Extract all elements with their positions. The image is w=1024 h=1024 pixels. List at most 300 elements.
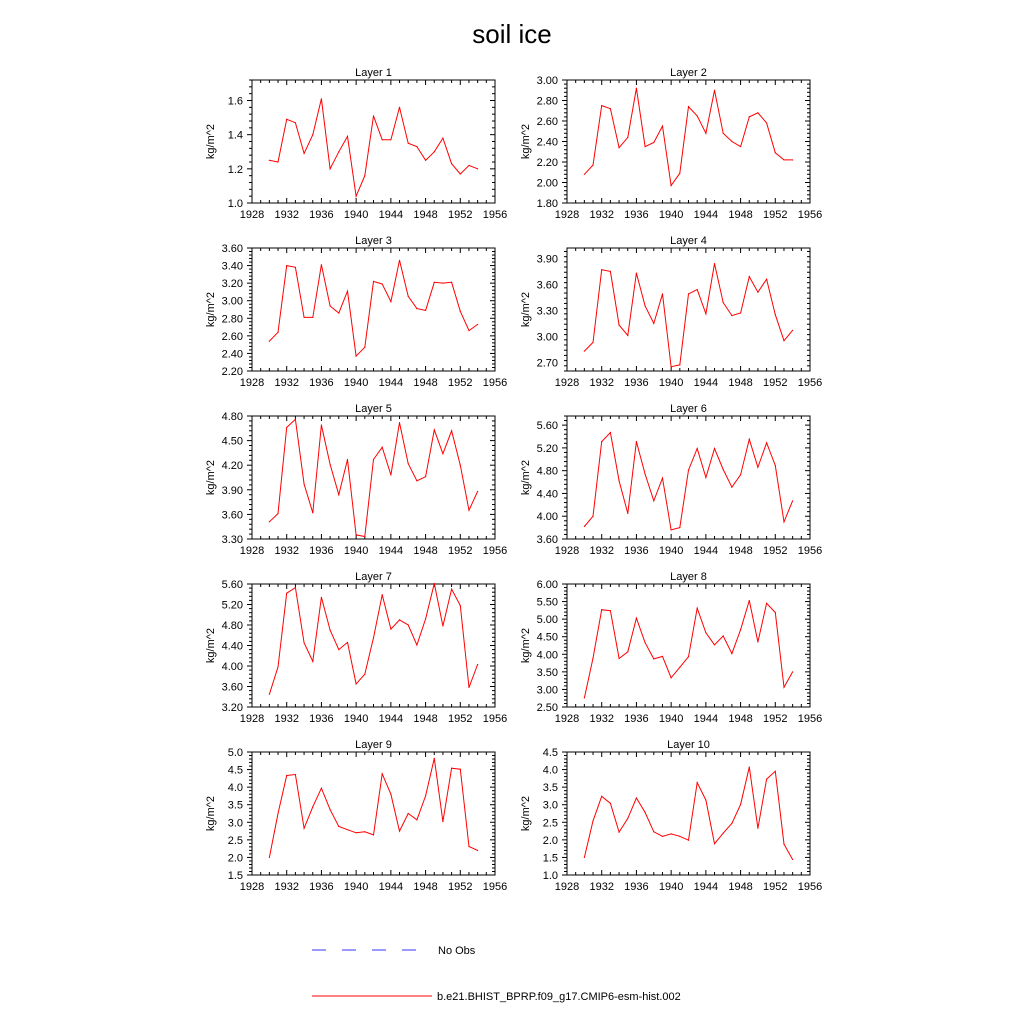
panel-title: Layer 2 [670,67,707,79]
data-point [269,341,270,342]
data-point [679,667,680,668]
y-tick-label: 3.30 [221,534,243,546]
data-point [653,658,654,659]
data-point [749,439,750,440]
data-point [399,619,400,620]
data-point [584,350,585,351]
x-tick-label: 1948 [728,713,753,725]
y-tick-label: 3.00 [536,684,558,697]
data-point [442,283,443,284]
data-point [653,142,654,143]
data-point [627,651,628,652]
data-point [295,419,296,420]
y-tick-label: 3.5 [542,782,558,795]
data-point [468,330,469,331]
y-tick-label: 4.0 [542,764,558,777]
y-tick-label: 3.90 [536,253,558,266]
data-point [468,687,469,688]
data-point [416,308,417,309]
x-tick-label: 1932 [274,377,299,389]
data-point [451,589,452,590]
y-tick-label: 5.00 [536,614,558,627]
y-axis-label: kg/m^2 [205,123,217,160]
data-point [775,612,776,613]
data-point [303,153,304,154]
data-point [766,603,767,604]
data-point [610,108,611,109]
x-tick-label: 1928 [239,545,265,557]
y-tick-label: 4.20 [221,460,243,473]
data-point [627,137,628,138]
panel-5 [205,403,507,557]
y-tick-label: 1.4 [227,129,243,142]
x-tick-label: 1948 [728,881,753,893]
data-point [584,697,585,698]
data-point [286,119,287,120]
series-line [584,767,792,859]
data-point [425,795,426,796]
x-tick-label: 1948 [413,713,438,725]
data-point [390,139,391,140]
data-point [783,687,784,688]
x-tick-label: 1928 [554,881,580,893]
x-tick-label: 1928 [554,377,580,389]
data-point [723,635,724,636]
data-point [356,196,357,197]
data-point [434,583,435,584]
panel-7 [205,571,507,725]
data-point [425,476,426,477]
data-point [425,310,426,311]
x-tick-label: 1932 [274,545,299,557]
y-tick-label: 2.60 [536,116,558,128]
y-tick-label: 4.40 [536,488,558,501]
data-point [399,422,400,423]
data-point [373,115,374,116]
data-point [627,335,628,336]
x-tick-label: 1956 [797,545,823,557]
data-point [662,656,663,657]
panel-10 [520,739,822,893]
panel-title: Layer 9 [355,739,392,751]
data-point [408,463,409,464]
data-point [671,366,672,367]
x-tick-label: 1936 [624,545,649,557]
x-tick-label: 1952 [448,377,473,389]
data-point [312,134,313,135]
y-tick-label: 2.80 [221,313,243,326]
data-point [645,642,646,643]
y-tick-label: 3.60 [221,681,243,694]
x-tick-label: 1948 [413,545,438,557]
x-tick-label: 1936 [309,545,334,557]
series-line [269,758,477,857]
x-tick-label: 1936 [309,881,334,893]
y-axis-label: kg/m^2 [205,459,217,496]
y-tick-label: 3.90 [221,484,243,497]
y-tick-label: 2.5 [542,817,558,830]
data-point [610,271,611,272]
data-point [679,173,680,174]
x-tick-label: 1956 [797,881,823,893]
x-tick-label: 1936 [309,209,334,221]
data-point [356,355,357,356]
data-point [269,521,270,522]
y-tick-label: 4.40 [221,640,243,653]
data-point [321,597,322,598]
data-point [295,774,296,775]
data-point [601,441,602,442]
y-tick-label: 4.0 [227,782,243,795]
data-point [792,859,793,860]
x-tick-label: 1940 [658,377,684,389]
data-point [749,600,750,601]
x-tick-label: 1932 [274,209,299,221]
data-point [373,637,374,638]
x-tick-label: 1928 [554,713,580,725]
data-point [451,163,452,164]
data-point [601,269,602,270]
x-tick-label: 1936 [624,209,649,221]
data-point [451,282,452,283]
x-tick-label: 1940 [658,209,684,221]
data-point [705,313,706,314]
data-point [705,477,706,478]
series-line [269,260,477,356]
data-point [312,661,313,662]
y-tick-label: 4.00 [536,649,558,662]
data-point [338,151,339,152]
x-tick-label: 1932 [589,713,614,725]
y-tick-label: 3.30 [536,305,558,318]
x-tick-label: 1940 [343,377,369,389]
data-point [662,477,663,478]
plot-frame [567,584,810,707]
data-point [373,834,374,835]
data-point [618,832,619,833]
data-point [653,831,654,832]
data-point [321,264,322,265]
y-tick-label: 1.80 [536,198,558,210]
y-tick-label: 3.60 [536,279,558,292]
data-point [740,146,741,147]
data-point [584,526,585,527]
data-point [705,632,706,633]
data-point [364,674,365,675]
y-tick-label: 1.6 [227,95,243,108]
x-tick-label: 1928 [554,545,580,557]
x-tick-label: 1928 [239,377,265,389]
data-point [330,168,331,169]
data-point [330,305,331,306]
data-point [382,594,383,595]
data-point [592,164,593,165]
data-point [408,624,409,625]
data-point [618,324,619,325]
data-point [460,311,461,312]
data-point [442,137,443,138]
y-tick-label: 2.0 [227,852,243,865]
data-point [775,314,776,315]
series-line [584,88,792,185]
data-point [775,771,776,772]
data-point [425,160,426,161]
data-point [766,442,767,443]
data-point [468,846,469,847]
data-point [338,494,339,495]
y-tick-label: 3.60 [221,243,243,255]
x-tick-label: 1956 [482,209,508,221]
y-tick-label: 6.00 [536,579,558,591]
panel-2 [520,67,822,221]
data-point [347,642,348,643]
x-tick-label: 1952 [448,881,473,893]
data-point [477,664,478,665]
data-point [477,491,478,492]
data-point [295,267,296,268]
x-tick-label: 1940 [658,713,684,725]
data-point [671,677,672,678]
data-point [645,473,646,474]
x-tick-label: 1940 [658,881,684,893]
y-tick-label: 2.70 [536,357,558,370]
data-point [792,330,793,331]
data-point [601,796,602,797]
data-point [269,857,270,858]
panel-title: Layer 4 [670,235,707,247]
x-tick-label: 1932 [274,713,299,725]
x-tick-label: 1956 [797,209,823,221]
plot-frame [567,80,810,203]
data-point [792,159,793,160]
data-point [766,279,767,280]
data-point [645,305,646,306]
data-point [688,469,689,470]
data-point [416,819,417,820]
data-point [775,152,776,153]
data-point [705,133,706,134]
data-point [364,175,365,176]
data-point [705,800,706,801]
panel-title: Layer 5 [355,403,392,415]
data-point [723,302,724,303]
data-point [584,174,585,175]
x-tick-label: 1940 [343,881,369,893]
y-tick-label: 1.5 [227,870,243,882]
data-point [757,641,758,642]
x-tick-label: 1956 [797,713,823,725]
x-tick-label: 1932 [589,881,614,893]
x-tick-label: 1948 [413,377,438,389]
data-point [749,767,750,768]
data-point [688,293,689,294]
x-tick-label: 1948 [728,545,753,557]
data-point [627,818,628,819]
data-point [347,136,348,137]
data-point [442,821,443,822]
data-point [749,276,750,277]
y-tick-label: 4.5 [227,764,243,777]
x-tick-label: 1944 [378,713,404,725]
y-tick-label: 5.0 [227,747,243,759]
data-point [610,803,611,804]
data-point [697,608,698,609]
data-point [303,317,304,318]
data-point [460,465,461,466]
x-tick-label: 1940 [343,545,369,557]
data-point [714,448,715,449]
data-point [460,605,461,606]
data-point [390,629,391,630]
x-tick-label: 1936 [309,377,334,389]
data-point [697,782,698,783]
x-tick-label: 1948 [413,209,438,221]
data-point [783,843,784,844]
data-point [321,788,322,789]
x-tick-label: 1952 [448,209,473,221]
data-point [347,459,348,460]
data-point [434,758,435,759]
x-tick-label: 1928 [239,209,265,221]
data-point [636,88,637,89]
data-point [434,282,435,283]
data-point [584,857,585,858]
legend [312,945,681,1003]
x-tick-label: 1952 [763,713,788,725]
y-tick-label: 2.20 [221,366,243,378]
data-point [740,804,741,805]
x-tick-label: 1956 [482,377,508,389]
data-point [477,324,478,325]
data-point [408,143,409,144]
panel-title: Layer 1 [355,67,392,79]
panel-6 [520,403,822,557]
data-point [382,139,383,140]
y-axis-label: kg/m^2 [520,627,532,664]
data-point [356,832,357,833]
data-point [286,265,287,266]
data-point [749,116,750,117]
data-point [390,794,391,795]
y-tick-label: 1.2 [227,163,243,176]
y-tick-label: 3.00 [536,75,558,87]
data-point [277,813,278,814]
data-point [364,347,365,348]
data-point [592,516,593,517]
panel-title: Layer 7 [355,571,392,583]
data-point [757,467,758,468]
data-point [477,168,478,169]
y-tick-label: 4.50 [221,435,243,448]
data-point [697,289,698,290]
data-point [757,828,758,829]
y-tick-label: 5.60 [221,579,243,591]
y-tick-label: 5.60 [536,420,558,433]
panel-3 [205,235,507,389]
series-line [269,99,477,196]
x-tick-label: 1932 [274,881,299,893]
data-point [653,323,654,324]
x-tick-label: 1948 [413,881,438,893]
x-tick-label: 1932 [589,209,614,221]
data-point [321,424,322,425]
x-tick-label: 1944 [693,713,719,725]
series-line [584,264,792,367]
y-axis-label: kg/m^2 [520,123,532,160]
x-tick-label: 1948 [728,377,753,389]
data-point [740,474,741,475]
data-point [269,694,270,695]
panel-9 [205,739,507,893]
x-tick-label: 1952 [763,377,788,389]
data-point [468,165,469,166]
data-point [627,513,628,514]
data-point [731,653,732,654]
y-tick-label: 2.0 [542,834,558,847]
data-point [688,656,689,657]
y-tick-label: 2.40 [221,348,243,361]
data-point [688,840,689,841]
y-tick-label: 5.20 [221,599,243,612]
data-point [416,480,417,481]
y-tick-label: 4.80 [536,465,558,478]
plot-frame [252,752,495,875]
series-line [584,601,792,698]
data-point [592,820,593,821]
data-point [645,146,646,147]
y-tick-label: 5.50 [536,596,558,609]
data-point [286,593,287,594]
x-tick-label: 1932 [589,377,614,389]
x-tick-label: 1940 [343,713,369,725]
data-point [714,263,715,264]
data-point [277,666,278,667]
data-point [645,812,646,813]
data-point [766,778,767,779]
y-tick-label: 4.80 [221,620,243,632]
data-point [679,527,680,528]
y-tick-label: 2.50 [536,702,558,714]
x-tick-label: 1952 [448,713,473,725]
legend-model-label: b.e21.BHIST_BPRP.f09_g17.CMIP6-esm-hist.002 [437,991,681,1003]
data-point [688,106,689,107]
y-tick-label: 3.0 [542,799,558,812]
data-point [312,512,313,513]
data-point [601,609,602,610]
data-point [653,500,654,501]
series-line [269,584,477,695]
data-point [636,273,637,274]
data-point [303,828,304,829]
data-point [601,105,602,106]
panel-title: Layer 3 [355,235,392,247]
x-tick-label: 1928 [239,881,265,893]
data-point [382,773,383,774]
data-point [321,98,322,99]
x-tick-label: 1956 [482,545,508,557]
data-point [390,474,391,475]
y-tick-label: 4.00 [536,511,558,524]
data-point [783,159,784,160]
y-tick-label: 2.5 [227,834,243,847]
data-point [636,441,637,442]
x-tick-label: 1944 [693,377,719,389]
x-tick-label: 1936 [624,881,649,893]
data-point [766,122,767,123]
data-point [783,521,784,522]
y-tick-label: 4.5 [542,747,558,759]
data-point [442,625,443,626]
